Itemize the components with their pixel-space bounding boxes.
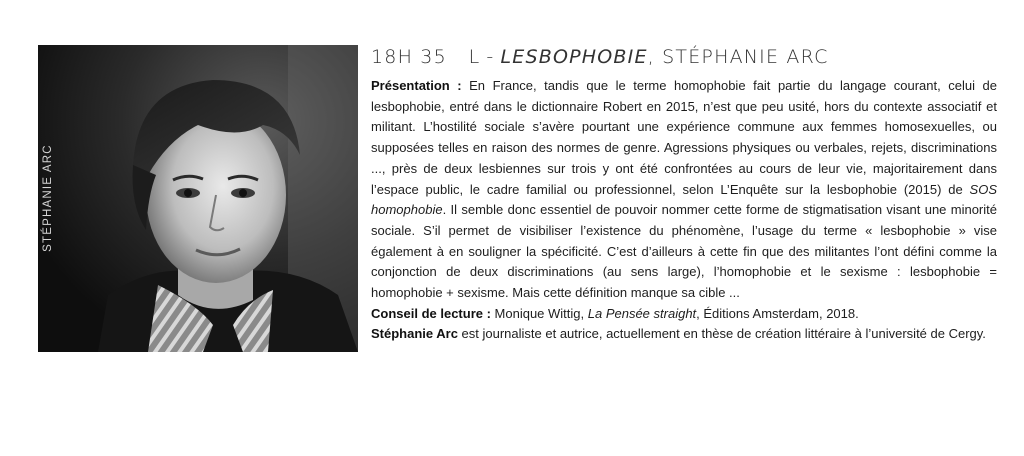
talk-title: LESBOPHOBIE	[500, 46, 648, 68]
reading-book-title: La Pensée straight	[587, 305, 697, 321]
reading-label: Conseil de lecture :	[371, 305, 491, 321]
talk-letter: L	[468, 46, 481, 68]
talk-time: 18H 35	[371, 46, 447, 68]
heading-separator: -	[486, 46, 495, 68]
photo-caption-text: STÉPHANIE ARC	[42, 144, 54, 252]
reading-advice	[371, 304, 997, 325]
portrait-image	[38, 45, 358, 352]
talk-details	[371, 44, 997, 345]
heading-comma: ,	[647, 46, 655, 68]
portrait-photo	[38, 45, 358, 352]
reading-text-after: , Éditions Amsterdam, 2018.	[696, 305, 859, 321]
presentation-paragraph	[371, 76, 997, 304]
talk-heading	[371, 44, 997, 70]
presentation-text-2: . Il semble donc essentiel de pouvoir nommer cette forme de stigmatisation visant une minorité sociale. S’il permet de visibiliser l’existence du phénomène, l’usage du terme « lesbophobie » vise également à en souligner la spécificité. C’est d’ailleurs à cette fin que des militantes l’ont défini comme la conjonction de deux discriminations (au sens large), l’homophobie et le sexisme : lesbophobie = homophobie + sexisme. Mais cette définition manque sa cible ...	[371, 202, 997, 301]
bio-text: est journaliste et autrice, actuellement en thèse de création littéraire à l’université de Cergy.	[457, 326, 986, 342]
bio-name: Stéphanie Arc	[371, 326, 458, 342]
presentation-label: Présentation :	[371, 78, 462, 93]
reading-text-before: Monique Wittig,	[490, 305, 588, 321]
talk-author: STÉPHANIE ARC	[662, 46, 829, 68]
presentation-text-1: En France, tandis que le terme homophobie fait partie du langage courant, celui de lesbophobie, entré dans le dictionnaire Robert en 2015, n’est que peu usité, hors du contexte associatif et militant. L’hostilité sociale s’avère pourtant une expérience commune aux femmes homosexuelles, ou supposées telles en raison des normes de genre. Agressions physiques ou verbales, rejets, discriminations ..., près de deux lesbiennes sur trois y ont été confrontées au cours de leur vie, majoritairement dans l’espace public, le cadre familial ou professionnel, selon L’Enquête sur la lesbophobie (2015) de	[371, 78, 997, 197]
author-bio	[371, 324, 997, 345]
presentation-italic: SOS homophobie	[371, 181, 997, 218]
